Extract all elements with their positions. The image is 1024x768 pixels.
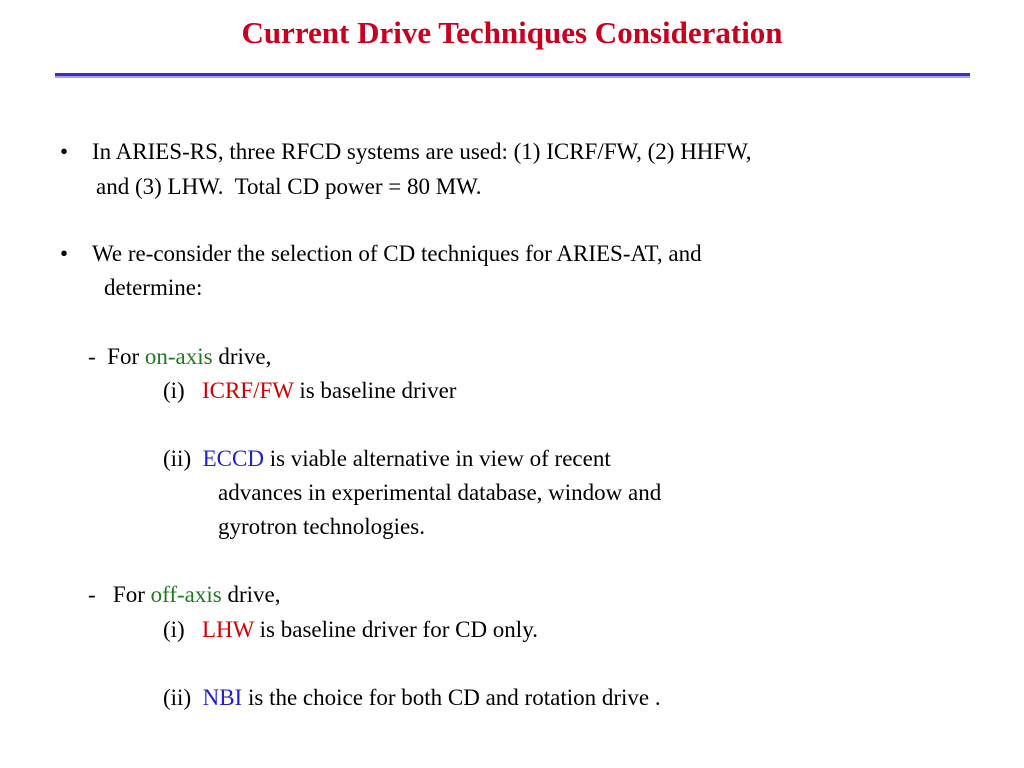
title-underline-shadow (55, 76, 970, 78)
bullet-marker-2: • (60, 241, 69, 266)
bullet2-line2: determine: (104, 275, 203, 300)
off-axis-heading: - For off-axis drive, (88, 582, 281, 607)
slide-title: Current Drive Techniques Consideration (241, 15, 783, 50)
off-axis-item-2: (ii) NBI is the choice for both CD and rotation drive . (163, 685, 661, 710)
on-axis-item-2-line2: advances in experimental database, window and (218, 480, 662, 505)
off-axis-item-1: (i) LHW is baseline driver for CD only. (163, 617, 538, 642)
on-axis-highlight: on-axis (144, 344, 213, 369)
lhw-highlight: LHW (201, 617, 254, 642)
bullet-marker-1: • (60, 139, 69, 164)
off-axis-highlight: off-axis (150, 582, 222, 607)
on-axis-item-1: (i) ICRF/FW is baseline driver (163, 378, 457, 403)
nbi-highlight: NBI (202, 685, 243, 710)
bullet1-line2: and (3) LHW. Total CD power = 80 MW. (96, 174, 482, 199)
on-axis-item-2: (ii) ECCD is viable alternative in view of recent (163, 446, 611, 471)
on-axis-heading: - For on-axis drive, (88, 344, 272, 369)
on-axis-item-2-line3: gyrotron technologies. (218, 514, 425, 539)
bullet2-line1: We re-consider the selection of CD techniques for ARIES-AT, and (92, 241, 702, 266)
bullet1-line1: In ARIES-RS, three RFCD systems are used: (1) ICRF/FW, (2) HHFW, (92, 139, 752, 164)
eccd-highlight: ECCD (202, 446, 264, 471)
icrf-fw-highlight: ICRF/FW (201, 378, 294, 403)
